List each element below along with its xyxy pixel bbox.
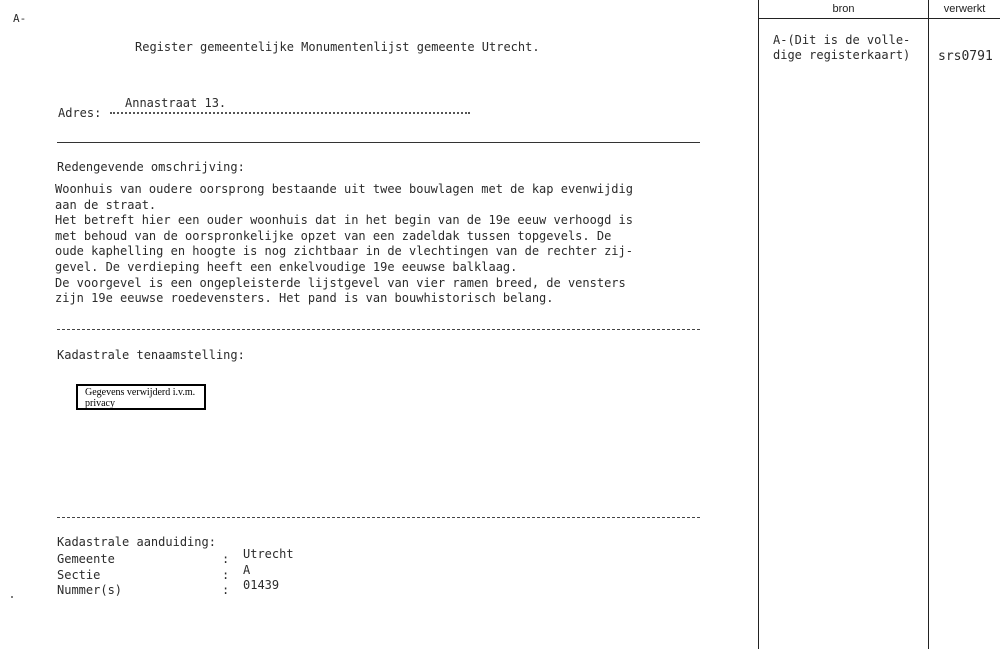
bron-text-line2: dige registerkaart) bbox=[773, 48, 911, 62]
bron-text-line1: A-(Dit is de volle- bbox=[773, 33, 911, 47]
description-line: oude kaphelling en hoogte is nog zichtbaar in de vlechtingen van de rechter zij- bbox=[55, 244, 633, 259]
cadastral-sep-nummers: : bbox=[222, 583, 230, 597]
description-line: Het betreft hier een ouder woonhuis dat in het begin van de 19e eeuw verhoogd is bbox=[55, 213, 633, 228]
column-divider-right bbox=[928, 0, 929, 649]
address-value: Annastraat 13. bbox=[125, 96, 227, 110]
cadastral-heading: Kadastrale aanduiding: bbox=[57, 535, 216, 549]
cadastral-key-sectie: Sectie bbox=[57, 568, 101, 582]
divider-bottom bbox=[57, 517, 700, 518]
cadastral-sep-sectie: : bbox=[222, 568, 230, 582]
description-line: De voorgevel is een ongepleisterde lijstgevel van vier ramen breed, de vensters bbox=[55, 275, 626, 290]
page-title: Register gemeentelijke Monumentenlijst gemeente Utrecht. bbox=[135, 40, 540, 54]
verwerkt-value: srs0791 bbox=[938, 49, 993, 64]
description-line: met behoud van de oorspronkelijke opzet van een zadeldak tussen topgevels. De bbox=[55, 228, 612, 243]
description-line: aan de straat. bbox=[55, 197, 157, 212]
cadastral-value-nummers: 01439 bbox=[243, 578, 280, 592]
cadastral-key-gemeente: Gemeente bbox=[57, 552, 115, 566]
address-label: Adres: bbox=[58, 106, 102, 120]
verwerkt-column-header: verwerkt bbox=[929, 0, 1000, 19]
description-line: Woonhuis van oudere oorsprong bestaande uit twee bouwlagen met de kap evenwijdig bbox=[55, 182, 633, 196]
cadastral-key-nummers: Nummer(s) bbox=[57, 583, 123, 597]
bron-column-header: bron bbox=[759, 0, 928, 19]
privacy-note: Gegevens verwijderd i.v.m. privacy bbox=[85, 387, 196, 409]
privacy-redaction-box bbox=[76, 384, 206, 410]
divider-middle bbox=[57, 329, 700, 330]
scan-speck bbox=[11, 596, 13, 598]
ownership-label: Kadastrale tenaamstelling: bbox=[57, 348, 245, 362]
divider-top bbox=[57, 142, 700, 143]
description-line: gevel. De verdieping heeft een enkelvoudige 19e eeuwse balklaag. bbox=[55, 260, 518, 274]
column-divider-left bbox=[758, 0, 759, 649]
description-line: zijn 19e eeuwse roedevensters. Het pand is van bouwhistorisch belang. bbox=[55, 291, 554, 306]
address-dotted-leader bbox=[110, 112, 470, 114]
cadastral-sep-gemeente: : bbox=[222, 552, 230, 566]
corner-mark: A- bbox=[13, 12, 27, 25]
cadastral-value-gemeente: Utrecht bbox=[243, 547, 294, 561]
cadastral-value-sectie: A bbox=[243, 563, 251, 577]
description-label: Redengevende omschrijving: bbox=[57, 160, 245, 174]
